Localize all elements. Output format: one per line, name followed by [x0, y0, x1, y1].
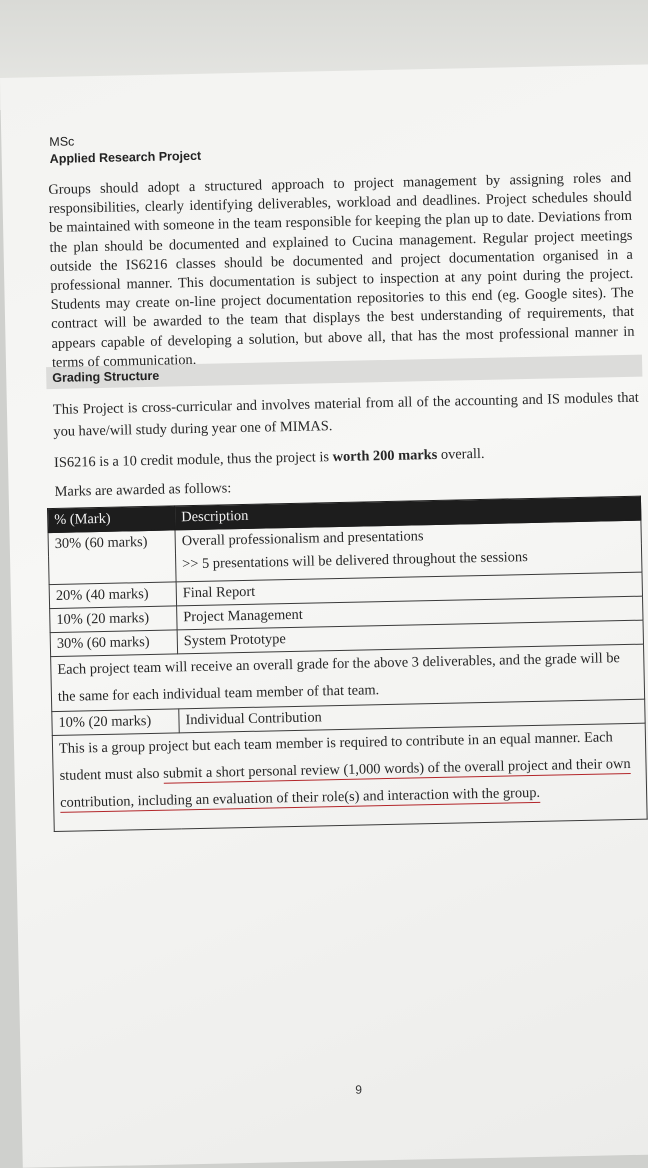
- page-number: 9: [355, 1082, 363, 1097]
- individual-mark: 10% (20 marks): [52, 709, 179, 736]
- credit-paragraph: [54, 440, 640, 474]
- intro-paragraph: Groups should adopt a structured approach to project management by assigning roles and responsibilities, clearly identifying deliverables, workload and deadlines. Project schedules should be maintained with someone in the team responsible for keeping the plan up to date. Deviations from the plan should be documented and explained to Cucina management. Regular project meetings outside the IS6216 classes should be documented and project documentation organised in a professional manner. This documentation is subject to inspection at any point during the project. Students may create on-line project documentation repositories to this end (eg. Google sites). The contract will be awarded to the team that displays the best understanding of requirements, that appears capable of developing a solution, but above all, that has the most professional manner in terms of communication.: [48, 169, 635, 371]
- group-note-text: This is a group project but each team member is required to contribute in an equal manner. Each student must also: [58, 729, 613, 784]
- document-page: [0, 64, 648, 1168]
- header-description: Description: [175, 496, 641, 530]
- row-description: Overall professionalism and presentations: [175, 520, 641, 553]
- section-heading: Grading Structure: [52, 368, 160, 385]
- credit-text-before: IS6216 is a 10 credit module, thus the project is: [53, 449, 330, 471]
- row-mark: 30% (60 marks): [48, 530, 176, 585]
- table-row: [52, 723, 647, 831]
- row-note: >> 5 presentations will be delivered throughout the sessions: [175, 544, 641, 582]
- credit-text-after: overall.: [440, 445, 485, 463]
- row-mark: 30% (60 marks): [50, 630, 177, 657]
- group-note: [52, 723, 647, 831]
- module-title: Applied Research Project: [49, 148, 202, 166]
- row-mark: 10% (20 marks): [50, 606, 177, 633]
- credit-text-bold: worth 200 marks: [332, 446, 438, 466]
- row-description: System Prototype: [177, 620, 643, 654]
- marks-table: [47, 496, 648, 832]
- row-mark: 20% (40 marks): [49, 582, 176, 609]
- row-description: Project Management: [177, 596, 643, 630]
- header-mark: % (Mark): [48, 506, 175, 533]
- program-label: MSc: [49, 134, 75, 149]
- handwritten-underline-text: submit a short personal review (1,000 words) of the overall project and their own contribution, including an evaluation of their role(s) and interaction with the group.: [60, 755, 631, 811]
- marks-intro: Marks are awarded as follows:: [54, 480, 232, 500]
- cross-curricular-paragraph: This Project is cross-curricular and involves material from all of the accounting and IS modules that you have/will study during year one of MIMAS.: [52, 389, 640, 440]
- deliverables-note: Each project team will receive an overall grade for the above 3 deliverables, and the grade will be the same for each individual team member of that team.: [51, 644, 645, 711]
- individual-description: Individual Contribution: [179, 699, 645, 733]
- row-description: Final Report: [176, 572, 642, 606]
